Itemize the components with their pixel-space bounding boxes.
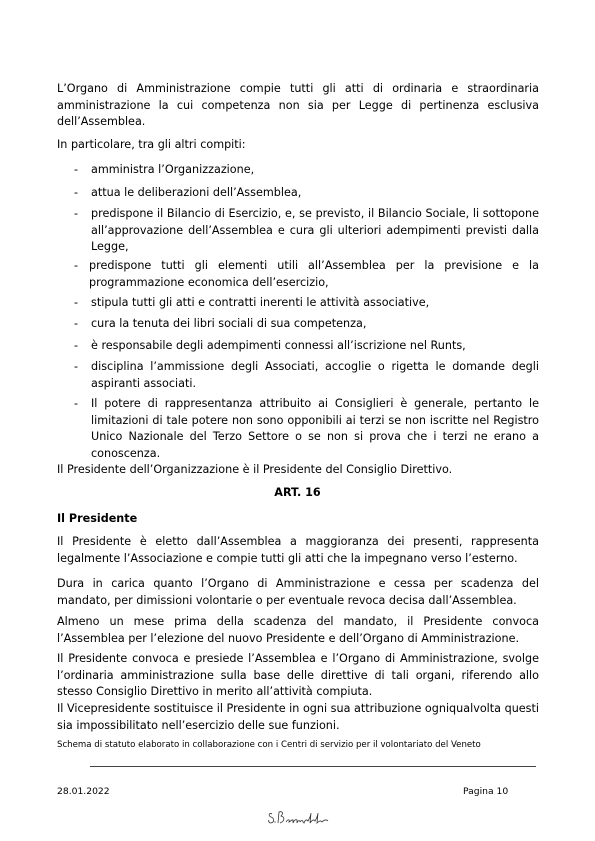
footer-divider [90,766,536,767]
closing-paragraph: Il Presidente dell’Organizzazione è il Presidente del Consiglio Direttivo. [57,463,453,476]
section-paragraph: Dura in carica quanto l’Organo di Amministrazione e cessa per scadenza del mandato, per dimissioni volontarie o per eventuale revoca decisa dall’Assemblea. [57,577,539,607]
intro-paragraph: L’Organo di Amministrazione compie tutti gli atti di ordinaria e straordinaria amministrazione la cui competenza non sia per Legge di pertinenza esclusiva dell’Assemblea. [57,82,539,128]
section-paragraph: Il Presidente è eletto dall’Assemblea a maggioranza dei presenti, rappresenta legalmente l’Associazione e compie tutti gli atti che la impegnano verso l’esterno. [57,535,539,565]
section-heading: Il Presidente [57,512,138,525]
handwritten-signature [266,806,334,828]
footer-note: Schema di statuto elaborato in collaborazione con i Centri di servizio per il volontariato del Veneto [57,740,481,750]
article-heading: ART. 16 [274,486,321,499]
document-page: L’Organo di Amministrazione compie tutti gli atti di ordinaria e straordinaria amministrazione la cui competenza non sia per Legge di pertinenza esclusiva dell’Assemblea. In particolare, tra gli altri compiti: - amministra l’Organizzazione, - attua le deliberazioni dell’Assemblea, - predispone il Bilancio di Esercizio, e, se previsto, il Bilancio Sociale, li sottopone all’approvazione dell’Assemblea e cura gli ulteriori adempimenti previsti dalla Legge, - predispone tutti gli elementi utili all’Assemblea per la previsione e la programmazione economica dell’esercizio, - stipula tutti gli atti e contratti inerenti le attività associative, - cura la tenuta dei libri sociali di sua competenza, - è responsabile degli adempimenti connessi all’iscrizione nel Runts, - disciplina l’ammissione degli Associati, accoglie o rigetta le domande degli aspiranti associati. - Il potere di rappresentanza attribuito ai Consiglieri è generale, pertanto le limitazioni di tale potere non sono opponibili ai terzi se non iscritte nel Registro Unico Nazionale del Terzo Settore o se non si prova che i terzi ne erano a conoscenza. Il Presidente dell’Organizzazione è il Presidente del Consiglio Direttivo. ART. 16 Il Presidente Il Presidente è eletto dall’Assemblea a maggioranza dei presenti, rappresenta legalmente l’Associazione e compie tutti gli atti che la impegnano verso l’esterno. Dura in carica quanto l’Organo di Amministrazione e cessa per scadenza del mandato, per dimissioni volontarie o per eventuale revoca decisa dall’Assemblea. Almeno un mese prima della scadenza del mandato, il Presidente convoca l’Assemblea per l’elezione del nuovo Presidente e dell’Organo di Amministrazione. Il Presidente convoca e presiede l’Assemblea e l’Organo di Amministrazione, svolge l’ordinaria amministrazione sulla base delle direttive di tali organi, riferendo allo stesso Consiglio Direttivo in merito all’attività compiuta. Il Vicepresidente sostituisce il Presidente in ogni sua attribuzione ogniqualvolta questi sia impossibilitato nell’esercizio delle sue funzioni. Schema di statuto elaborato in collaborazione con i Centri di servizio per il volontariato del Veneto 28.01.2022 Pagina 10 [0,0,595,841]
intro-lead-in: In particolare, tra gli altri compiti: [57,138,246,151]
section-paragraph: Il Presidente convoca e presiede l’Assemblea e l’Organo di Amministrazione, svolge l’ordinaria amministrazione sulla base delle direttive di tali organi, riferendo allo stesso Consiglio Direttivo in merito all’attività compiuta. [57,652,539,698]
section-paragraph: Il Vicepresidente sostituisce il Presidente in ogni sua attribuzione ogniqualvolta questi sia impossibilitato nell’esercizio delle sue funzioni. [57,702,539,732]
section-paragraph: Almeno un mese prima della scadenza del mandato, il Presidente convoca l’Assemblea per l’elezione del nuovo Presidente e dell’Organo di Amministrazione. [57,615,539,645]
page-number: Pagina 10 [463,786,509,797]
footer-date: 28.01.2022 [57,786,110,797]
